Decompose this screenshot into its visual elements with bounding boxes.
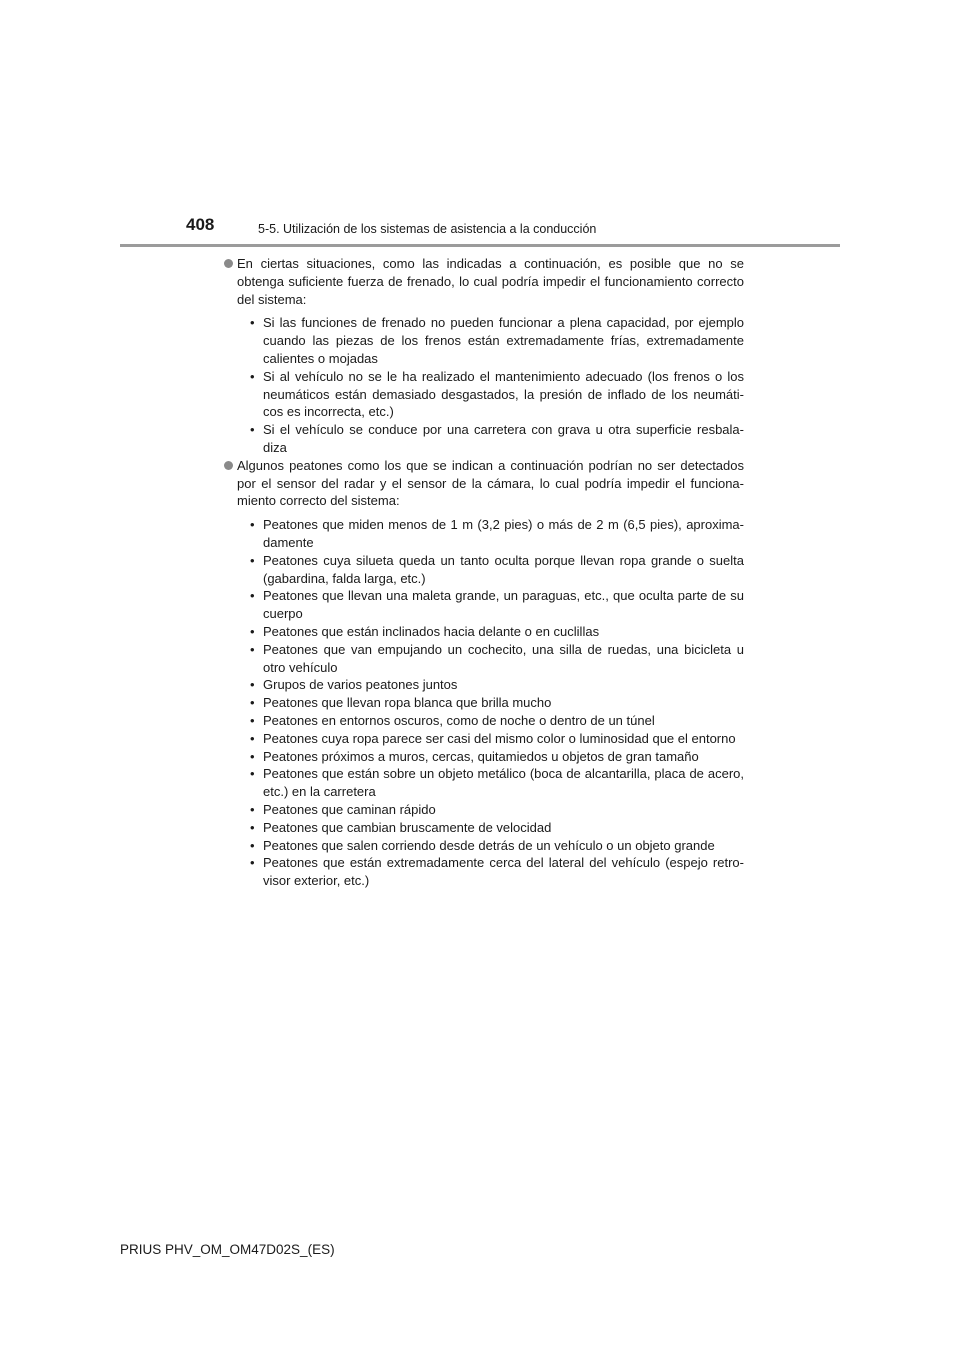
small-bullet-icon: • bbox=[250, 315, 255, 331]
list-item-text: Peatones que van empujando un cochecito, una silla de ruedas, una bicicleta u otro vehículo bbox=[263, 641, 744, 675]
small-bullet-icon: • bbox=[250, 748, 255, 764]
bullet-dot-icon bbox=[224, 259, 233, 268]
bullet-block-pedestrians bbox=[224, 457, 744, 890]
list-item-text: Peatones que están extremadamente cerca del lateral del vehículo (espejo retro-visor exterior, etc.) bbox=[263, 855, 744, 889]
list-item-text: Peatones en entornos oscuros, como de noche o dentro de un túnel bbox=[263, 712, 655, 728]
small-bullet-icon: • bbox=[250, 695, 255, 711]
document-code: PRIUS PHV_OM_OM47D02S_(ES) bbox=[120, 1242, 335, 1257]
list-item bbox=[250, 552, 744, 588]
small-bullet-icon: • bbox=[250, 855, 255, 871]
bullet-block-braking bbox=[224, 255, 744, 457]
small-bullet-icon: • bbox=[250, 677, 255, 693]
list-item-text: Peatones que llevan una maleta grande, un paraguas, etc., que oculta parte de su cuerpo bbox=[263, 588, 744, 622]
list-item bbox=[250, 368, 744, 421]
list-item-text: Grupos de varios peatones juntos bbox=[263, 677, 458, 693]
list-item bbox=[250, 641, 744, 677]
list-item-text: Peatones que están inclinados hacia delante o en cuclillas bbox=[263, 623, 600, 639]
list-item bbox=[250, 314, 744, 367]
list-item bbox=[250, 623, 744, 641]
list-item-text: Peatones que caminan rápido bbox=[263, 801, 436, 817]
list-item-text: Si al vehículo no se le ha realizado el mantenimiento adecuado (los frenos o los neumáticos están demasiado desgastados, la presión de inflado de los neumáti-cos es incorrecta, etc.) bbox=[263, 368, 744, 420]
small-bullet-icon: • bbox=[250, 641, 255, 657]
list-item bbox=[250, 421, 744, 457]
list-item bbox=[250, 748, 744, 766]
small-bullet-icon: • bbox=[250, 517, 255, 533]
list-item-text: Peatones que salen corriendo desde detrás de un vehículo o un objeto grande bbox=[263, 837, 715, 853]
list-item-text: Peatones que llevan ropa blanca que brilla mucho bbox=[263, 695, 552, 711]
list-item bbox=[250, 765, 744, 801]
list-item bbox=[250, 837, 744, 855]
sub-list bbox=[237, 516, 744, 890]
list-item-text: Si las funciones de frenado no pueden funcionar a plena capacidad, por ejemplo cuando las piezas de los frenos están extremadamente frías, extremadamente calientes o mojadas bbox=[263, 315, 744, 366]
list-item bbox=[250, 819, 744, 837]
list-item-text: Peatones que cambian bruscamente de velocidad bbox=[263, 819, 552, 835]
list-item-text: Si el vehículo se conduce por una carretera con grava u otra superficie resbala-diza bbox=[263, 422, 744, 455]
list-item bbox=[250, 801, 744, 819]
main-content bbox=[224, 255, 744, 890]
small-bullet-icon: • bbox=[250, 368, 255, 384]
list-item-text: Peatones próximos a muros, cercas, quitamiedos u objetos de gran tamaño bbox=[263, 748, 699, 764]
list-item-text: Peatones que miden menos de 1 m (3,2 pies) o más de 2 m (6,5 pies), aproxima-damente bbox=[263, 517, 744, 550]
list-item bbox=[250, 587, 744, 623]
small-bullet-icon: • bbox=[250, 422, 255, 438]
list-item-text: Peatones cuya ropa parece ser casi del mismo color o luminosidad que el entorno bbox=[263, 730, 736, 746]
small-bullet-icon: • bbox=[250, 837, 255, 853]
sub-list bbox=[237, 314, 744, 456]
list-item bbox=[250, 712, 744, 730]
small-bullet-icon: • bbox=[250, 712, 255, 728]
small-bullet-icon: • bbox=[250, 819, 255, 835]
bullet-dot-icon bbox=[224, 461, 233, 470]
list-item bbox=[250, 516, 744, 552]
list-item bbox=[250, 676, 744, 694]
list-item-text: Peatones que están sobre un objeto metálico (boca de alcantarilla, placa de acero, etc.) en la carretera bbox=[263, 766, 744, 800]
small-bullet-icon: • bbox=[250, 588, 255, 604]
list-item bbox=[250, 854, 744, 890]
list-item bbox=[250, 730, 744, 748]
block-intro-text: En ciertas situaciones, como las indicadas a continuación, es posible que no se obtenga suficiente fuerza de frenado, lo cual podría impedir el funcionamiento correcto del sistema: bbox=[237, 256, 744, 307]
small-bullet-icon: • bbox=[250, 730, 255, 746]
section-title: 5-5. Utilización de los sistemas de asistencia a la conducción bbox=[258, 222, 597, 236]
small-bullet-icon: • bbox=[250, 623, 255, 639]
page-number: 408 bbox=[186, 215, 215, 234]
block-intro-text: Algunos peatones como los que se indican a continuación podrían no ser detectados por el sensor del radar y el sensor de la cámara, lo cual podría impedir el funciona-miento correcto del sistema: bbox=[237, 457, 744, 509]
header-divider bbox=[120, 244, 840, 247]
small-bullet-icon: • bbox=[250, 552, 255, 568]
list-item bbox=[250, 694, 744, 712]
small-bullet-icon: • bbox=[250, 801, 255, 817]
small-bullet-icon: • bbox=[250, 766, 255, 782]
list-item-text: Peatones cuya silueta queda un tanto oculta porque llevan ropa grande o suelta (gabardina, falda larga, etc.) bbox=[263, 552, 744, 586]
